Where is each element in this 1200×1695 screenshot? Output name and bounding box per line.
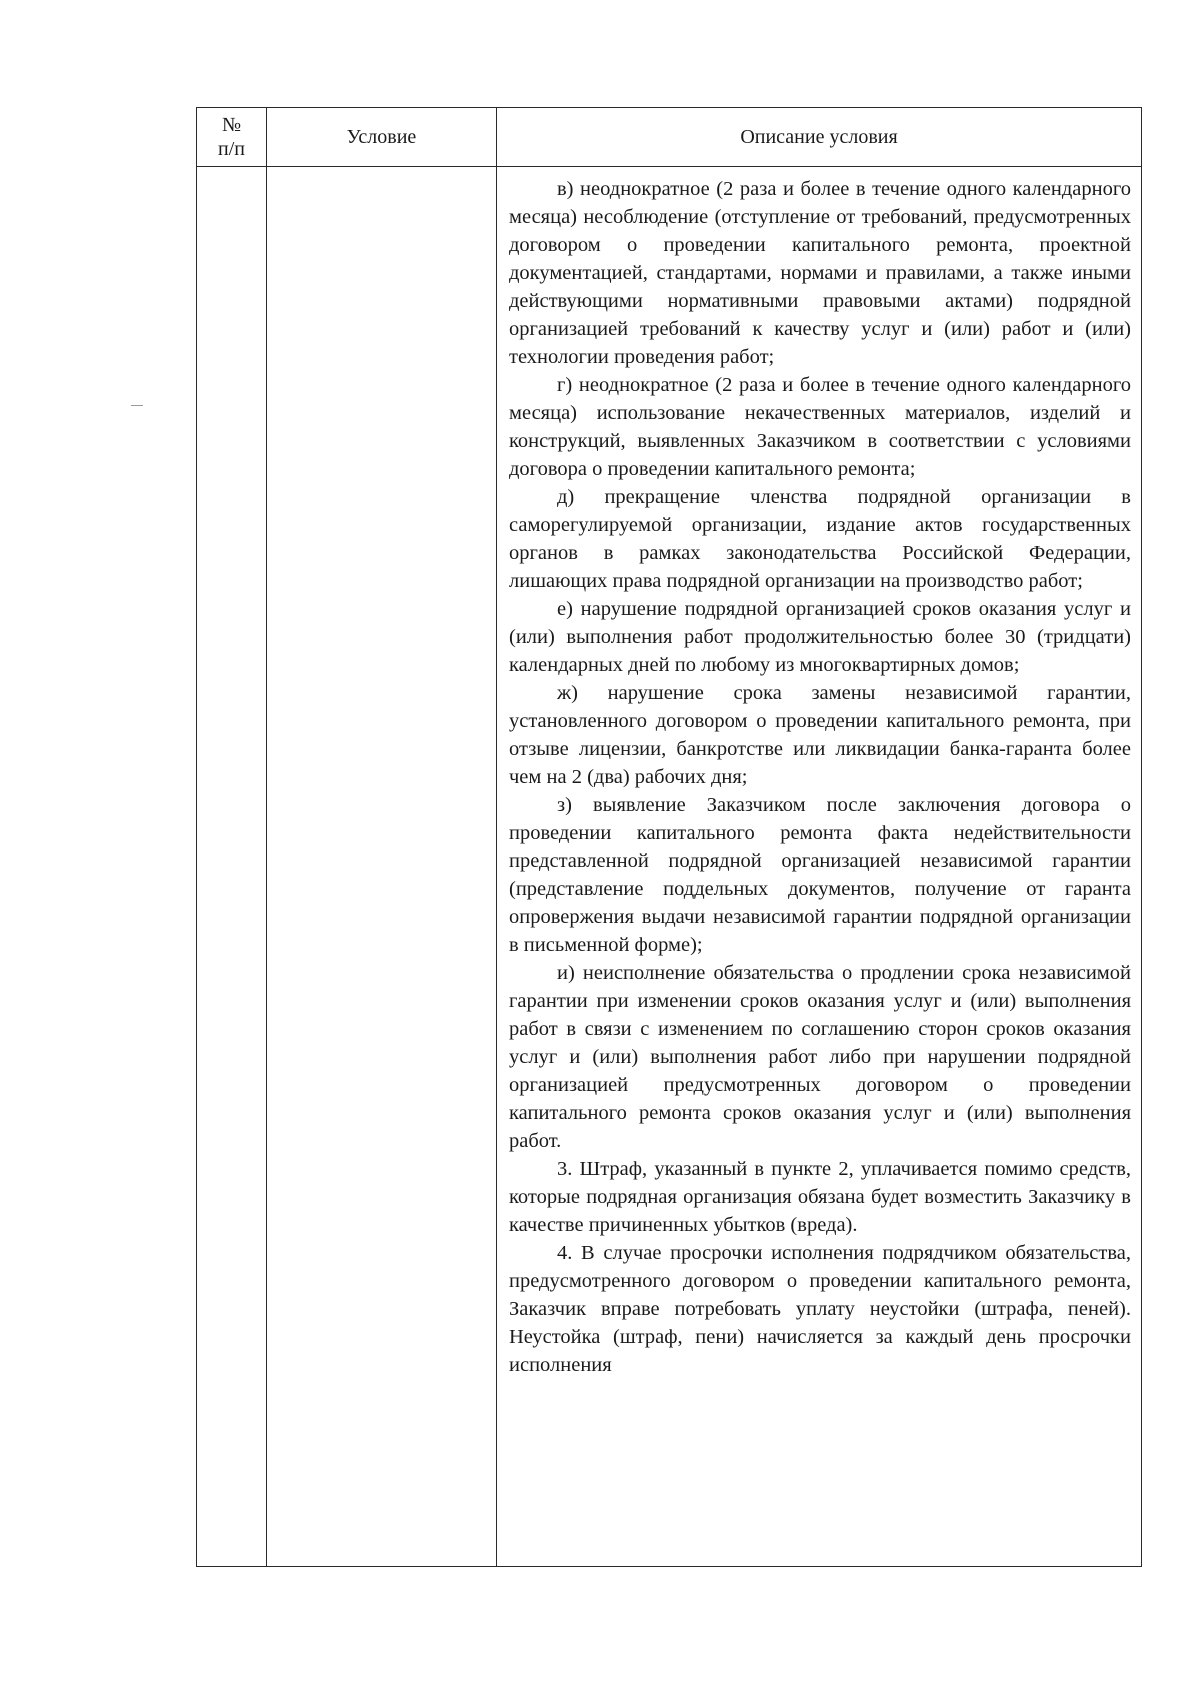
cell-description <box>497 167 1142 1567</box>
scan-artifact-mark <box>131 405 143 406</box>
cell-number <box>197 167 267 1567</box>
paragraph-item-e: е) нарушение подрядной организацией сроков оказания услуг и (или) выполнения работ продолжительностью более 30 (тридцати) календарных дней по любому из многоквартирных домов; <box>509 598 1131 676</box>
paragraph-clause-3: 3. Штраф, указанный в пункте 2, уплачивается помимо средств, которые подрядная организация обязана будет возместить Заказчику в качестве причиненных убытков (вреда). <box>509 1158 1131 1236</box>
paragraph-item-i: и) неисполнение обязательства о продлении срока независимой гарантии при изменении сроков оказания услуг и (или) выполнения работ в связи с изменением по соглашению сторон сроков оказания услуг и (или) выполнения работ либо при нарушении подрядной организацией предусмотренных договором о проведении капитального ремонта сроков оказания услуг и (или) выполнения работ. <box>509 962 1131 1152</box>
paragraph-item-zh: ж) нарушение срока замены независимой гарантии, установленного договором о проведении капитального ремонта, при отзыве лицензии, банкротстве или ликвидации банка-гаранта более чем на 2 (два) рабочих дня; <box>509 682 1131 788</box>
header-description <box>497 108 1142 167</box>
header-condition-label: Условие <box>346 126 417 148</box>
paragraph-item-v: в) неоднократное (2 раза и более в течение одного календарного месяца) несоблюдение (отступление от требований, предусмотренных договором о проведении капитального ремонта, проектной документацией, стандартами, нормами и правилами, а также иными действующими нормативными правовыми актами) подрядной организацией требований к качеству услуг и (или) работ и (или) технологии проведения работ; <box>509 178 1131 368</box>
paragraph-item-g: г) неоднократное (2 раза и более в течение одного календарного месяца) использование некачественных материалов, изделий и конструкций, выявленных Заказчиком в соответствии с условиями договора о проведении капитального ремонта; <box>509 374 1131 480</box>
header-number <box>197 108 267 167</box>
paragraph-clause-4: 4. В случае просрочки исполнения подрядчиком обязательства, предусмотренного договором о проведении капитального ремонта, Заказчик вправе потребовать уплату неустойки (штрафа, пеней). Неустойка (штраф, пени) начисляется за каждый день просрочки исполнения <box>509 1242 1131 1376</box>
conditions-table <box>196 107 1142 1567</box>
table-header-row <box>197 108 1142 167</box>
paragraph-item-d: д) прекращение членства подрядной организации в саморегулируемой организации, издание актов государственных органов в рамках законодательства Российской Федерации, лишающих права подрядной организации на производство работ; <box>509 486 1131 592</box>
cell-condition <box>267 167 497 1567</box>
header-condition <box>267 108 497 167</box>
header-description-label: Описание условия <box>740 126 898 148</box>
header-number-label: № п/п <box>218 114 245 160</box>
paragraph-item-z: з) выявление Заказчиком после заключения договора о проведении капитального ремонта факта недействительности представленной подрядной организацией независимой гарантии (представление поддельных документов, получение от гаранта опровержения выдачи независимой гарантии подрядной организации в письменной форме); <box>509 794 1131 956</box>
table-row <box>197 167 1142 1567</box>
